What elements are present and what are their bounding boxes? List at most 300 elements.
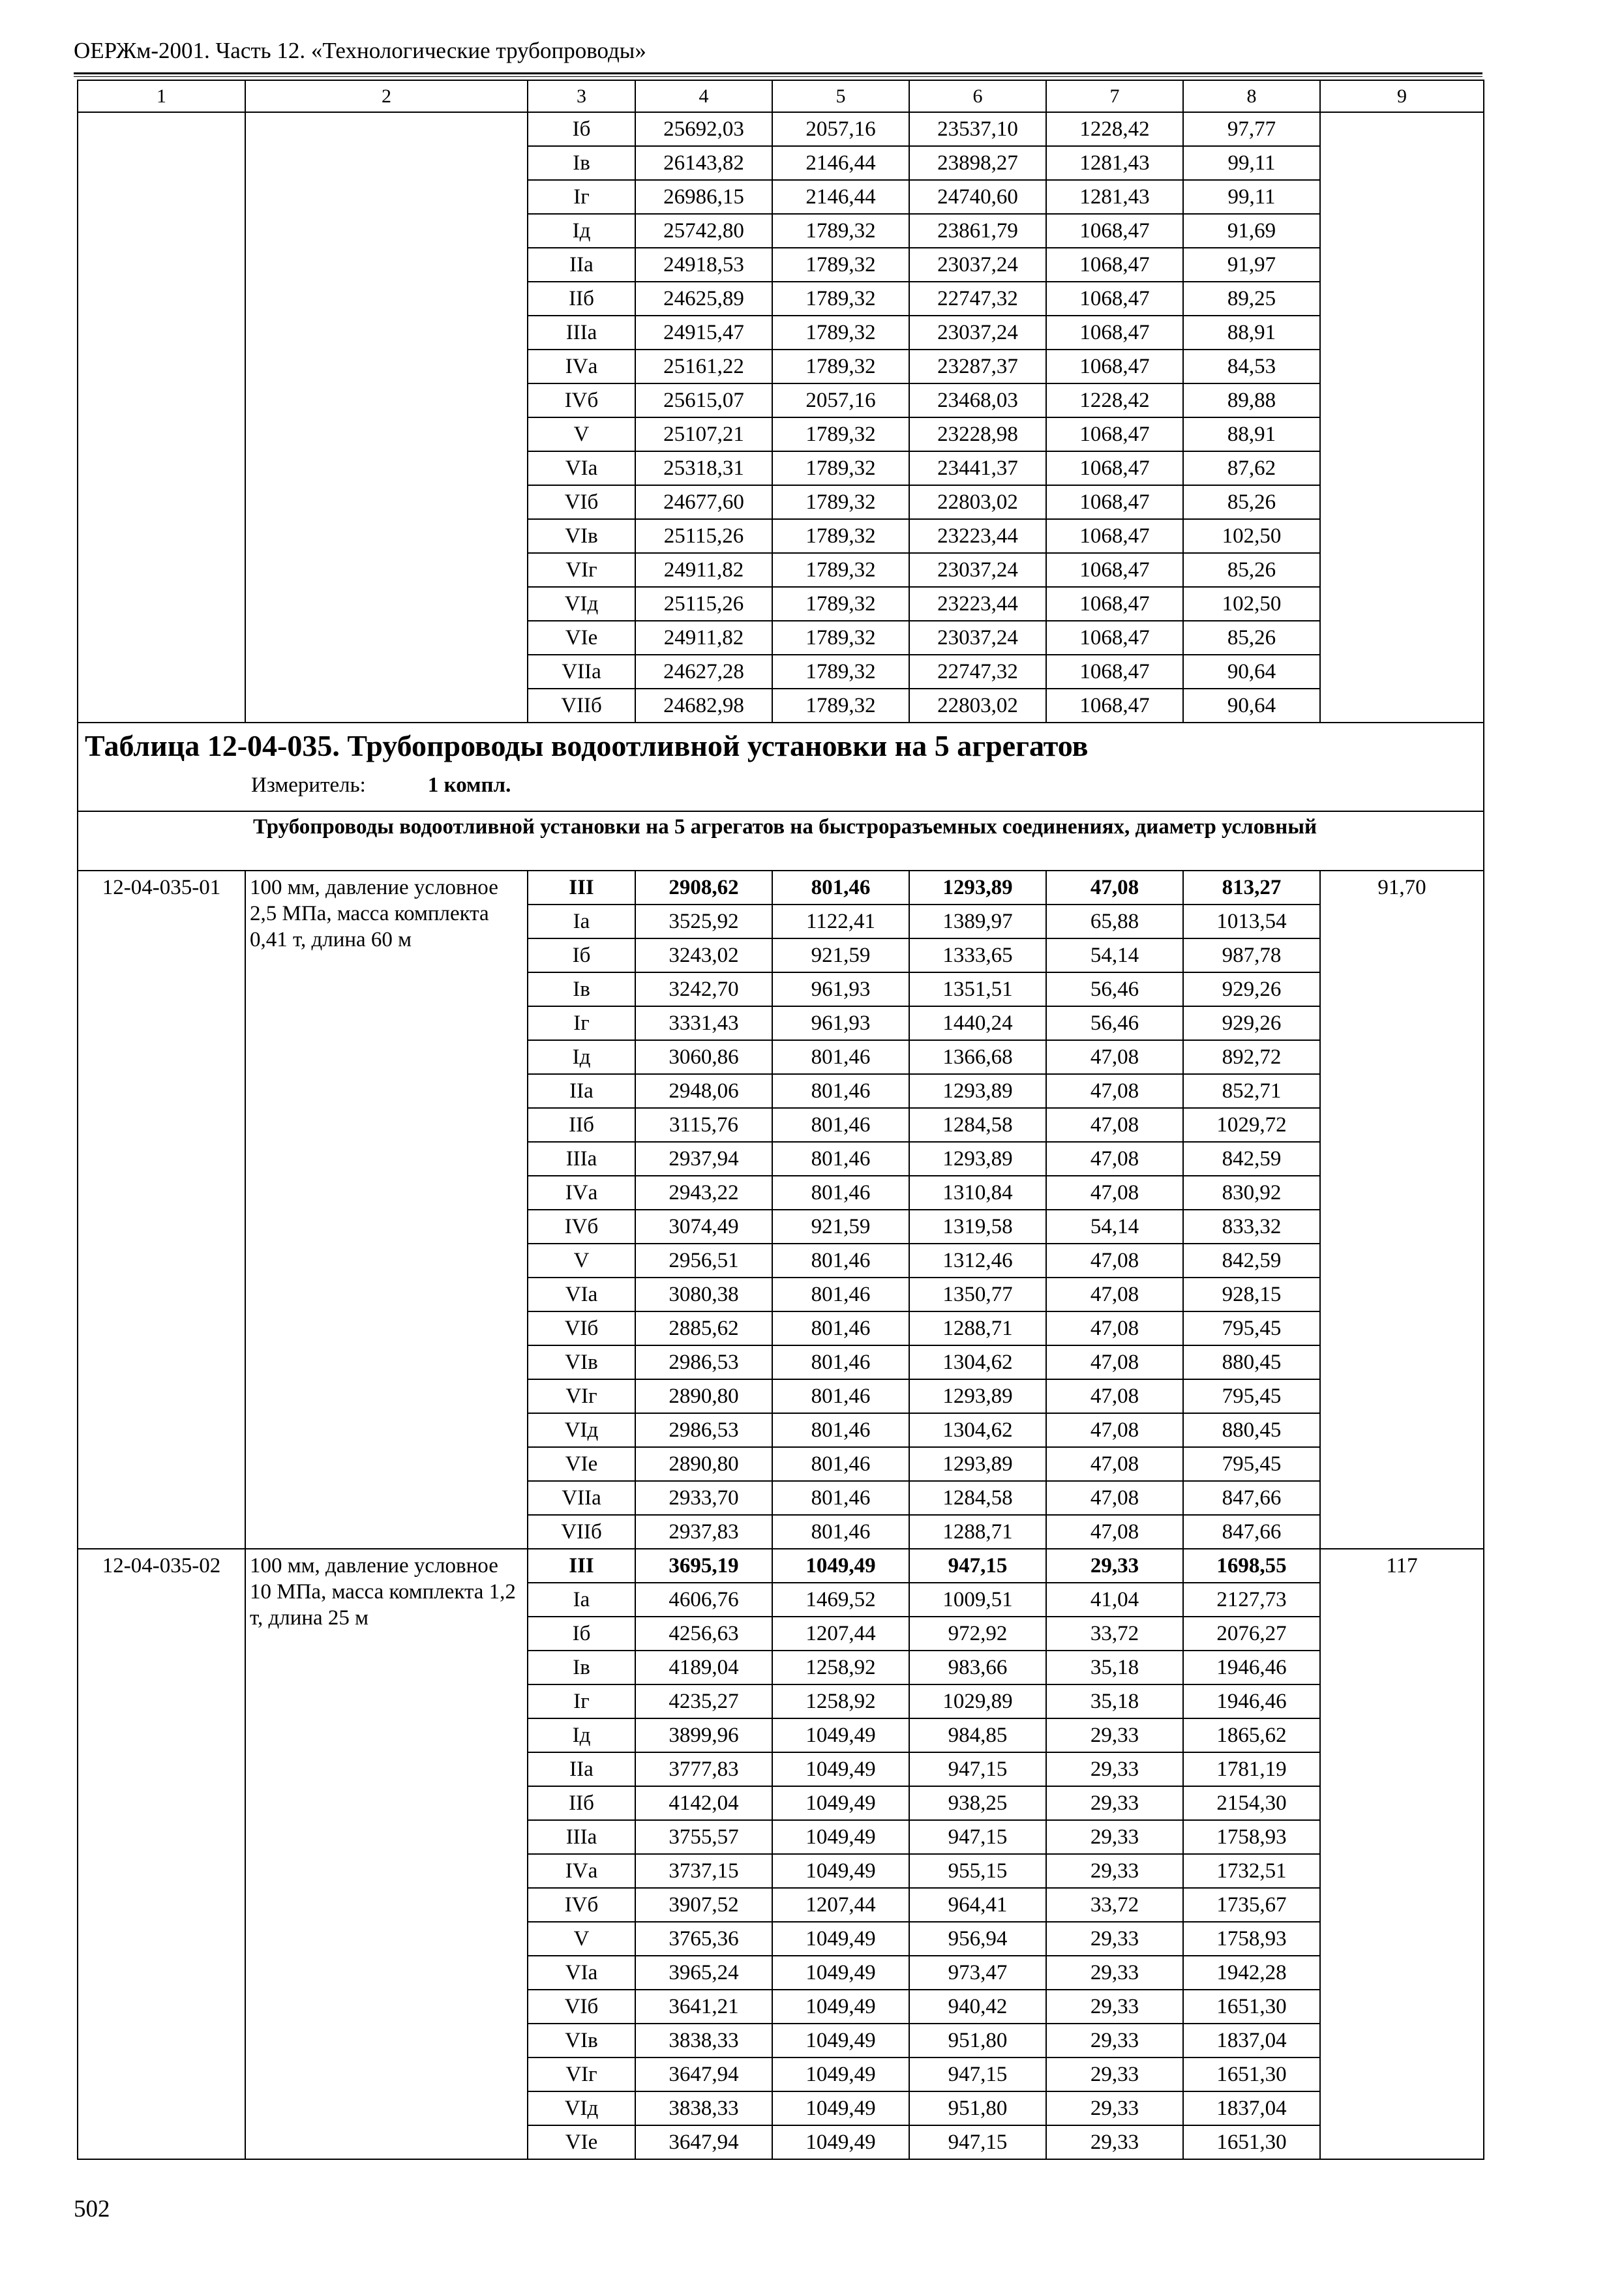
value-col-7: 1068,47 — [1046, 655, 1183, 689]
value-col-5: 801,46 — [772, 1278, 909, 1311]
price-zone-index: Iг — [528, 1006, 635, 1040]
value-col-5: 1049,49 — [772, 2125, 909, 2159]
value-col-8: 1758,93 — [1183, 1820, 1320, 1854]
page-number: 502 — [74, 2196, 110, 2222]
item-code: 12-04-035-01 — [78, 871, 245, 1549]
value-col-4: 3737,15 — [635, 1854, 772, 1888]
value-col-8: 88,91 — [1183, 417, 1320, 451]
value-col-7: 47,08 — [1046, 1278, 1183, 1311]
value-col-8: 99,11 — [1183, 146, 1320, 180]
value-col-5: 1049,49 — [772, 1718, 909, 1752]
value-col-5: 1049,49 — [772, 1820, 909, 1854]
value-col-5: 801,46 — [772, 1345, 909, 1379]
value-col-6: 23037,24 — [909, 621, 1046, 655]
value-col-6: 23223,44 — [909, 587, 1046, 621]
value-col-6: 947,15 — [909, 2125, 1046, 2159]
value-col-4: 3647,94 — [635, 2125, 772, 2159]
value-col-4: 25318,31 — [635, 451, 772, 485]
value-col-6: 23861,79 — [909, 214, 1046, 248]
value-col-4: 25692,03 — [635, 112, 772, 146]
value-col-5: 801,46 — [772, 1244, 909, 1278]
value-col-4: 3777,83 — [635, 1752, 772, 1786]
value-col-8: 929,26 — [1183, 972, 1320, 1006]
value-col-6: 984,85 — [909, 1718, 1046, 1752]
meter-label: Измеритель: — [251, 773, 366, 797]
price-zone-index: IIа — [528, 248, 635, 282]
value-col-4: 4142,04 — [635, 1786, 772, 1820]
price-zone-index: VIб — [528, 485, 635, 519]
price-zone-index: VIб — [528, 1311, 635, 1345]
column-number: 4 — [635, 80, 772, 112]
value-col-8: 1735,67 — [1183, 1888, 1320, 1922]
value-col-5: 801,46 — [772, 1515, 909, 1549]
value-col-4: 2937,94 — [635, 1142, 772, 1176]
value-col-8: 1732,51 — [1183, 1854, 1320, 1888]
value-col-6: 24740,60 — [909, 180, 1046, 214]
value-col-4: 3695,19 — [635, 1549, 772, 1583]
value-col-7: 29,33 — [1046, 2091, 1183, 2125]
value-col-7: 29,33 — [1046, 1718, 1183, 1752]
value-col-4: 2937,83 — [635, 1515, 772, 1549]
value-col-6: 1351,51 — [909, 972, 1046, 1006]
value-col-7: 47,08 — [1046, 1379, 1183, 1413]
value-col-6: 23287,37 — [909, 350, 1046, 383]
value-col-7: 1228,42 — [1046, 112, 1183, 146]
value-col-7: 47,08 — [1046, 1176, 1183, 1210]
table-title-row — [78, 723, 1484, 811]
value-col-5: 1258,92 — [772, 1684, 909, 1718]
value-col-4: 3647,94 — [635, 2057, 772, 2091]
price-zone-index: VIб — [528, 1990, 635, 2024]
column-number: 9 — [1320, 80, 1484, 112]
price-zone-index: VIа — [528, 1956, 635, 1990]
meter-line — [85, 773, 1477, 798]
value-col-5: 1789,32 — [772, 282, 909, 316]
description-cell — [245, 112, 528, 723]
value-col-7: 29,33 — [1046, 1990, 1183, 2024]
value-col-6: 1293,89 — [909, 1142, 1046, 1176]
value-col-8: 830,92 — [1183, 1176, 1320, 1210]
value-col-6: 947,15 — [909, 1752, 1046, 1786]
value-col-6: 1293,89 — [909, 871, 1046, 905]
value-col-5: 801,46 — [772, 1108, 909, 1142]
value-col-6: 22747,32 — [909, 655, 1046, 689]
price-zone-index: Iб — [528, 938, 635, 972]
value-col-7: 1281,43 — [1046, 180, 1183, 214]
value-col-8: 795,45 — [1183, 1447, 1320, 1481]
value-col-6: 1333,65 — [909, 938, 1046, 972]
value-col-6: 1284,58 — [909, 1481, 1046, 1515]
rates-table — [77, 80, 1484, 2160]
table-subtitle: Трубопроводы водоотливной установки на 5 агрегатов на быстроразъемных соединениях, диаметр условный — [78, 811, 1484, 871]
value-col-6: 22803,02 — [909, 689, 1046, 723]
value-col-8: 1698,55 — [1183, 1549, 1320, 1583]
value-col-8: 1781,19 — [1183, 1752, 1320, 1786]
value-col-8: 102,50 — [1183, 587, 1320, 621]
value-col-5: 961,93 — [772, 972, 909, 1006]
value-col-4: 3838,33 — [635, 2091, 772, 2125]
value-col-7: 1068,47 — [1046, 621, 1183, 655]
price-zone-index: IIб — [528, 1786, 635, 1820]
value-col-4: 3060,86 — [635, 1040, 772, 1074]
value-col-5: 1049,49 — [772, 2057, 909, 2091]
price-zone-index: VIв — [528, 2024, 635, 2057]
value-col-7: 47,08 — [1046, 871, 1183, 905]
value-col-8: 1013,54 — [1183, 905, 1320, 938]
value-col-6: 947,15 — [909, 1820, 1046, 1854]
column-number: 6 — [909, 80, 1046, 112]
value-col-8: 85,26 — [1183, 621, 1320, 655]
price-zone-index: VIе — [528, 1447, 635, 1481]
value-col-4: 2986,53 — [635, 1345, 772, 1379]
value-col-7: 29,33 — [1046, 1752, 1183, 1786]
value-col-8: 842,59 — [1183, 1244, 1320, 1278]
value-col-8: 1651,30 — [1183, 1990, 1320, 2024]
value-col-8: 929,26 — [1183, 1006, 1320, 1040]
price-zone-index: VIг — [528, 553, 635, 587]
value-col-6: 947,15 — [909, 1549, 1046, 1583]
value-col-8: 90,64 — [1183, 655, 1320, 689]
value-col-4: 3965,24 — [635, 1956, 772, 1990]
header-rule-thin — [74, 76, 1482, 77]
value-col-8: 1029,72 — [1183, 1108, 1320, 1142]
value-col-8: 85,26 — [1183, 485, 1320, 519]
value-col-5: 921,59 — [772, 1210, 909, 1244]
value-col-4: 4235,27 — [635, 1684, 772, 1718]
column-number: 3 — [528, 80, 635, 112]
value-col-7: 47,08 — [1046, 1074, 1183, 1108]
value-col-8: 85,26 — [1183, 553, 1320, 587]
value-col-7: 1068,47 — [1046, 316, 1183, 350]
running-header: ОЕРЖм-2001. Часть 12. «Технологические трубопроводы» — [74, 38, 646, 63]
price-zone-index: VIе — [528, 2125, 635, 2159]
value-col-7: 1068,47 — [1046, 553, 1183, 587]
value-col-6: 23468,03 — [909, 383, 1046, 417]
value-col-7: 47,08 — [1046, 1345, 1183, 1379]
value-col-4: 25115,26 — [635, 587, 772, 621]
value-col-4: 3525,92 — [635, 905, 772, 938]
value-col-5: 1789,32 — [772, 587, 909, 621]
value-col-4: 2885,62 — [635, 1311, 772, 1345]
price-zone-index: V — [528, 417, 635, 451]
value-col-7: 29,33 — [1046, 2024, 1183, 2057]
value-col-7: 29,33 — [1046, 1922, 1183, 1956]
value-col-8: 90,64 — [1183, 689, 1320, 723]
price-zone-index: IIа — [528, 1074, 635, 1108]
price-zone-index: Iв — [528, 1651, 635, 1684]
value-col-7: 47,08 — [1046, 1447, 1183, 1481]
value-col-7: 33,72 — [1046, 1617, 1183, 1651]
value-col-8: 89,88 — [1183, 383, 1320, 417]
value-col-6: 1029,89 — [909, 1684, 1046, 1718]
value-col-7: 35,18 — [1046, 1684, 1183, 1718]
value-col-6: 22803,02 — [909, 485, 1046, 519]
value-col-5: 1049,49 — [772, 1752, 909, 1786]
value-col-5: 801,46 — [772, 1311, 909, 1345]
value-col-6: 23441,37 — [909, 451, 1046, 485]
value-col-5: 1789,32 — [772, 553, 909, 587]
price-zone-index: IVа — [528, 1176, 635, 1210]
value-col-6: 23037,24 — [909, 248, 1046, 282]
value-col-4: 24682,98 — [635, 689, 772, 723]
price-zone-index: VIе — [528, 621, 635, 655]
value-col-8: 892,72 — [1183, 1040, 1320, 1074]
value-col-6: 23223,44 — [909, 519, 1046, 553]
value-col-6: 1293,89 — [909, 1074, 1046, 1108]
value-col-6: 1009,51 — [909, 1583, 1046, 1617]
value-col-7: 1281,43 — [1046, 146, 1183, 180]
price-zone-index: VIв — [528, 519, 635, 553]
value-col-7: 47,08 — [1046, 1515, 1183, 1549]
price-zone-index: Iд — [528, 1718, 635, 1752]
value-col-4: 3331,43 — [635, 1006, 772, 1040]
value-col-6: 983,66 — [909, 1651, 1046, 1684]
value-col-7: 47,08 — [1046, 1413, 1183, 1447]
value-col-4: 2890,80 — [635, 1447, 772, 1481]
value-col-5: 801,46 — [772, 1040, 909, 1074]
price-zone-index: IIIа — [528, 1142, 635, 1176]
price-zone-index: VIг — [528, 1379, 635, 1413]
value-col-5: 1049,49 — [772, 1786, 909, 1820]
item-description: 100 мм, давление условное 2,5 МПа, масса комплекта 0,41 т, длина 60 м — [245, 871, 528, 1549]
value-col-4: 25161,22 — [635, 350, 772, 383]
value-col-7: 54,14 — [1046, 938, 1183, 972]
value-col-8: 987,78 — [1183, 938, 1320, 972]
value-col-8: 813,27 — [1183, 871, 1320, 905]
value-col-7: 1068,47 — [1046, 689, 1183, 723]
note-cell — [1320, 112, 1484, 723]
value-col-5: 801,46 — [772, 1481, 909, 1515]
table-title: Таблица 12-04-035. Трубопроводы водоотливной установки на 5 агрегатов — [85, 729, 1089, 762]
price-zone-index: IVа — [528, 350, 635, 383]
value-col-7: 47,08 — [1046, 1244, 1183, 1278]
value-col-5: 1789,32 — [772, 350, 909, 383]
value-col-7: 47,08 — [1046, 1142, 1183, 1176]
value-col-5: 2146,44 — [772, 180, 909, 214]
value-col-4: 2908,62 — [635, 871, 772, 905]
value-col-8: 1865,62 — [1183, 1718, 1320, 1752]
value-col-5: 1789,32 — [772, 451, 909, 485]
value-col-5: 1207,44 — [772, 1617, 909, 1651]
value-col-6: 1304,62 — [909, 1345, 1046, 1379]
value-col-6: 1312,46 — [909, 1244, 1046, 1278]
value-col-7: 35,18 — [1046, 1651, 1183, 1684]
value-col-7: 1068,47 — [1046, 519, 1183, 553]
item-code: 12-04-035-02 — [78, 1549, 245, 2159]
value-col-4: 3838,33 — [635, 2024, 772, 2057]
price-zone-index: VIд — [528, 2091, 635, 2125]
value-col-4: 3242,70 — [635, 972, 772, 1006]
value-col-5: 1789,32 — [772, 621, 909, 655]
price-zone-index: IVб — [528, 1210, 635, 1244]
price-zone-index: V — [528, 1244, 635, 1278]
value-col-8: 1942,28 — [1183, 1956, 1320, 1990]
value-col-7: 1068,47 — [1046, 417, 1183, 451]
value-col-6: 951,80 — [909, 2091, 1046, 2125]
item-note: 117 — [1320, 1549, 1484, 2159]
value-col-6: 1304,62 — [909, 1413, 1046, 1447]
value-col-5: 1049,49 — [772, 1990, 909, 2024]
value-col-4: 24677,60 — [635, 485, 772, 519]
price-zone-index: IIIа — [528, 1820, 635, 1854]
price-zone-index: VIIа — [528, 655, 635, 689]
value-col-4: 3765,36 — [635, 1922, 772, 1956]
value-col-8: 1758,93 — [1183, 1922, 1320, 1956]
value-col-4: 3115,76 — [635, 1108, 772, 1142]
value-col-8: 847,66 — [1183, 1481, 1320, 1515]
value-col-5: 1049,49 — [772, 1956, 909, 1990]
column-number: 2 — [245, 80, 528, 112]
value-col-8: 928,15 — [1183, 1278, 1320, 1311]
value-col-5: 801,46 — [772, 1447, 909, 1481]
value-col-6: 938,25 — [909, 1786, 1046, 1820]
value-col-6: 1288,71 — [909, 1515, 1046, 1549]
value-col-8: 88,91 — [1183, 316, 1320, 350]
value-col-6: 1310,84 — [909, 1176, 1046, 1210]
value-col-5: 801,46 — [772, 1142, 909, 1176]
value-col-6: 23037,24 — [909, 553, 1046, 587]
value-col-5: 1789,32 — [772, 214, 909, 248]
value-col-5: 961,93 — [772, 1006, 909, 1040]
value-col-7: 1068,47 — [1046, 214, 1183, 248]
value-col-8: 97,77 — [1183, 112, 1320, 146]
value-col-4: 3243,02 — [635, 938, 772, 972]
value-col-4: 25107,21 — [635, 417, 772, 451]
price-zone-index: VIа — [528, 1278, 635, 1311]
value-col-5: 2057,16 — [772, 383, 909, 417]
meter-value: 1 компл. — [427, 773, 511, 797]
value-col-5: 801,46 — [772, 1074, 909, 1108]
table-row — [78, 112, 1484, 146]
value-col-7: 1068,47 — [1046, 587, 1183, 621]
value-col-8: 89,25 — [1183, 282, 1320, 316]
value-col-8: 795,45 — [1183, 1379, 1320, 1413]
value-col-7: 29,33 — [1046, 2125, 1183, 2159]
value-col-5: 1789,32 — [772, 248, 909, 282]
value-col-8: 847,66 — [1183, 1515, 1320, 1549]
value-col-5: 1049,49 — [772, 1854, 909, 1888]
value-col-4: 24911,82 — [635, 553, 772, 587]
value-col-5: 1789,32 — [772, 655, 909, 689]
value-col-7: 29,33 — [1046, 1820, 1183, 1854]
value-col-8: 91,69 — [1183, 214, 1320, 248]
value-col-4: 3074,49 — [635, 1210, 772, 1244]
value-col-8: 87,62 — [1183, 451, 1320, 485]
value-col-4: 24627,28 — [635, 655, 772, 689]
value-col-7: 65,88 — [1046, 905, 1183, 938]
value-col-6: 1288,71 — [909, 1311, 1046, 1345]
table-subtitle-row — [78, 811, 1484, 871]
value-col-8: 880,45 — [1183, 1413, 1320, 1447]
value-col-4: 4256,63 — [635, 1617, 772, 1651]
value-col-7: 47,08 — [1046, 1040, 1183, 1074]
value-col-6: 1293,89 — [909, 1447, 1046, 1481]
value-col-8: 1651,30 — [1183, 2125, 1320, 2159]
price-zone-index: VIд — [528, 587, 635, 621]
price-zone-index: VIIб — [528, 1515, 635, 1549]
value-col-4: 3907,52 — [635, 1888, 772, 1922]
value-col-5: 1469,52 — [772, 1583, 909, 1617]
price-zone-index: IVб — [528, 383, 635, 417]
value-col-4: 25115,26 — [635, 519, 772, 553]
value-col-8: 852,71 — [1183, 1074, 1320, 1108]
value-col-4: 24918,53 — [635, 248, 772, 282]
price-zone-index: Iа — [528, 905, 635, 938]
price-zone-index: V — [528, 1922, 635, 1956]
value-col-5: 801,46 — [772, 1379, 909, 1413]
value-col-8: 2154,30 — [1183, 1786, 1320, 1820]
value-col-4: 24915,47 — [635, 316, 772, 350]
value-col-5: 1049,49 — [772, 1922, 909, 1956]
price-zone-index: III — [528, 871, 635, 905]
value-col-7: 47,08 — [1046, 1108, 1183, 1142]
value-col-7: 29,33 — [1046, 1854, 1183, 1888]
value-col-8: 2127,73 — [1183, 1583, 1320, 1617]
value-col-8: 842,59 — [1183, 1142, 1320, 1176]
value-col-6: 1319,58 — [909, 1210, 1046, 1244]
value-col-5: 2146,44 — [772, 146, 909, 180]
price-zone-index: VIIа — [528, 1481, 635, 1515]
value-col-6: 1366,68 — [909, 1040, 1046, 1074]
value-col-8: 1946,46 — [1183, 1651, 1320, 1684]
table-row — [78, 871, 1484, 905]
price-zone-index: VIIб — [528, 689, 635, 723]
value-col-4: 4189,04 — [635, 1651, 772, 1684]
table-title-cell — [78, 723, 1484, 811]
value-col-8: 91,97 — [1183, 248, 1320, 282]
value-col-6: 964,41 — [909, 1888, 1046, 1922]
value-col-5: 1049,49 — [772, 2024, 909, 2057]
value-col-6: 1350,77 — [909, 1278, 1046, 1311]
price-zone-index: Iа — [528, 1583, 635, 1617]
value-col-8: 833,32 — [1183, 1210, 1320, 1244]
price-zone-index: Iд — [528, 1040, 635, 1074]
value-col-6: 956,94 — [909, 1922, 1046, 1956]
price-zone-index: Iг — [528, 180, 635, 214]
value-col-7: 1068,47 — [1046, 282, 1183, 316]
value-col-5: 1258,92 — [772, 1651, 909, 1684]
value-col-7: 29,33 — [1046, 1956, 1183, 1990]
value-col-5: 801,46 — [772, 1176, 909, 1210]
value-col-8: 1946,46 — [1183, 1684, 1320, 1718]
price-zone-index: III — [528, 1549, 635, 1583]
value-col-8: 1837,04 — [1183, 2024, 1320, 2057]
price-zone-index: IIIа — [528, 316, 635, 350]
value-col-4: 3080,38 — [635, 1278, 772, 1311]
column-number: 5 — [772, 80, 909, 112]
value-col-7: 1068,47 — [1046, 248, 1183, 282]
value-col-7: 47,08 — [1046, 1481, 1183, 1515]
value-col-5: 1049,49 — [772, 2091, 909, 2125]
item-note: 91,70 — [1320, 871, 1484, 1549]
value-col-4: 2943,22 — [635, 1176, 772, 1210]
value-col-7: 29,33 — [1046, 1786, 1183, 1820]
column-number: 7 — [1046, 80, 1183, 112]
price-zone-index: IIб — [528, 282, 635, 316]
value-col-4: 2956,51 — [635, 1244, 772, 1278]
value-col-7: 56,46 — [1046, 972, 1183, 1006]
value-col-7: 1068,47 — [1046, 451, 1183, 485]
value-col-5: 801,46 — [772, 871, 909, 905]
column-number-row — [78, 80, 1484, 112]
value-col-5: 1789,32 — [772, 316, 909, 350]
price-zone-index: Iб — [528, 112, 635, 146]
value-col-7: 1068,47 — [1046, 350, 1183, 383]
value-col-7: 1228,42 — [1046, 383, 1183, 417]
value-col-8: 99,11 — [1183, 180, 1320, 214]
value-col-6: 1389,97 — [909, 905, 1046, 938]
price-zone-index: IIб — [528, 1108, 635, 1142]
